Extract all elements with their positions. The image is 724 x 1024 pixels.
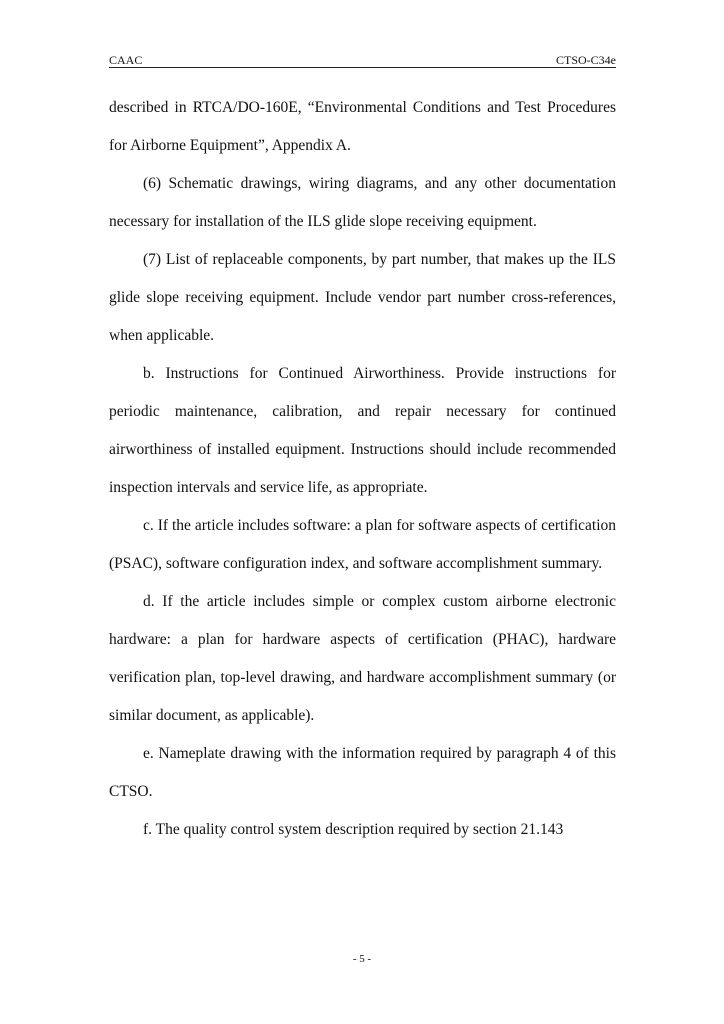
- paragraph-item-d: d. If the article includes simple or complex custom airborne electronic hardware: a plan for hardware aspects of certification (PHAC), hardware verification plan, top-level drawing, and hardware accomplishment summary (or similar document, as applicable).: [109, 593, 616, 724]
- paragraph-item-b: b. Instructions for Continued Airworthiness. Provide instructions for periodic maintenance, calibration, and repair necessary for continued airworthiness of installed equipment. Instructions should include recommended inspection intervals and service life, as appropriate.: [109, 365, 616, 496]
- paragraph-item-e: e. Nameplate drawing with the information required by paragraph 4 of this CTSO.: [109, 745, 616, 800]
- paragraph-item-7: (7) List of replaceable components, by part number, that makes up the ILS glide slope receiving equipment. Include vendor part number cross-references, when applicable.: [109, 251, 616, 344]
- document-body: [109, 89, 616, 849]
- header-doc-id: CTSO-C34e: [556, 53, 616, 67]
- page-number: - 5 -: [352, 953, 372, 965]
- paragraph-item-6: (6) Schematic drawings, wiring diagrams, and any other documentation necessary for installation of the ILS glide slope receiving equipment.: [109, 175, 616, 230]
- paragraph-continuation: described in RTCA/DO-160E, “Environmental Conditions and Test Procedures for Airborne Equipment”, Appendix A.: [109, 99, 616, 154]
- paragraph-item-c: c. If the article includes software: a plan for software aspects of certification (PSAC), software configuration index, and software accomplishment summary.: [109, 517, 616, 572]
- paragraph-item-f: f. The quality control system description required by section 21.143: [143, 821, 564, 838]
- header-rule: [109, 67, 616, 68]
- header-org: CAAC: [109, 53, 143, 67]
- page-header: [109, 53, 616, 67]
